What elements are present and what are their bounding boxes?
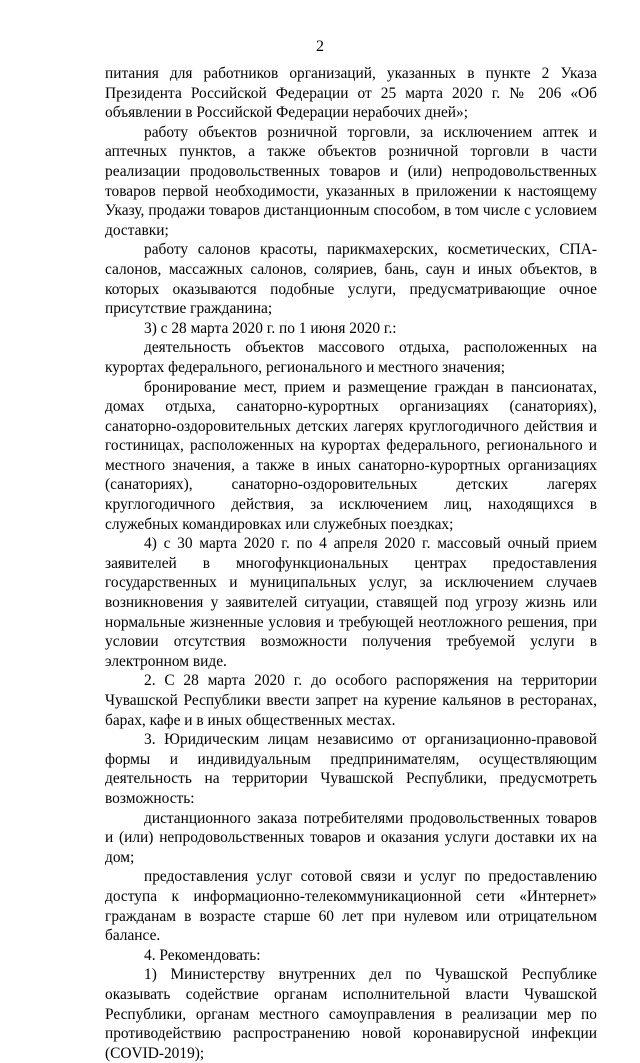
paragraph-mass-recreation: деятельность объектов массового отдыха, расположенных на курортах федерального, регионального и местного значения; (105, 339, 597, 376)
paragraph-remote-orders: дистанционного заказа потребителями продовольственных товаров и (или) непродовольственных товаров и оказания услуги доставки их на дом; (105, 809, 597, 866)
paragraph-continuation: питания для работников организаций, указанных в пункте 2 Указа Президента Российской Федерации от 25 марта 2020 г. № 206 «Об объявлении в Российской Федерации нерабочих дней»; (105, 65, 597, 122)
paragraph-point-2: 2. С 28 марта 2020 г. до особого распоряжения на территории Чувашской Республики ввести запрет на курение кальянов в ресторанах, барах, кафе и в иных общественных местах. (105, 672, 597, 729)
paragraph-ministry: 1) Министерству внутренних дел по Чувашской Республике оказывать содействие органам исполнительной власти Чувашской Республики, органам местного самоуправления в реализации мер по противодействию распространению новой коронавирусной инфекции (COVID-2019); (105, 966, 597, 1062)
paragraph-point-3: 3. Юридическим лицам независимо от организационно-правовой формы и индивидуальным предпринимателям, осуществляющим деятельность на территории Чувашской Республики, предусмотреть возможность: (105, 731, 597, 807)
paragraph-mobile-services: предоставления услуг сотовой связи и услуг по предоставлению доступа к информационно-телекоммуникационной сети «Интернет» гражданам в возрасте старше 60 лет при нулевом или отрицательном балансе. (105, 868, 597, 945)
paragraph-beauty-salons: работу салонов красоты, парикмахерских, косметических, СПА-салонов, массажных салонов, соляриев, бань, саун и иных объектов, в которых оказываются подобные услуги, предусматривающие очное присутствие гражданина; (105, 241, 597, 318)
page-number: 2 (316, 38, 324, 55)
paragraph-item-4: 4) с 30 марта 2020 г. по 4 апреля 2020 г. массовый очный прием заявителей в многофункциональных центрах предоставления государственных и муниципальных услуг, за исключением случаев возникновения у заявителей ситуации, ставящей под угрозу жизнь или нормальные жизненные условия и требующей неотложного решения, при условии отсутствия возможности получения требуемой услуги в электронном виде. (105, 535, 597, 670)
paragraph-item-3: 3) с 28 марта 2020 г. по 1 июня 2020 г.: (144, 319, 397, 337)
paragraph-booking: бронирование мест, прием и размещение граждан в пансионатах, домах отдыха, санаторно-курортных организациях (санаториях), санаторно-оздоровительных детских лагерях круглогодичного действия и гостиницах, расположенных на курортах федерального, регионального и местного значения, а также в иных санаторно-курортных организациях (санаториях), санаторно-оздоровительных детских лагерях круглогодичного действия, за исключением лиц, находящихся в служебных командировках или служебных поездках; (105, 378, 597, 533)
paragraph-retail-trade: работу объектов розничной торговли, за исключением аптек и аптечных пунктов, а также объектов розничной торговли в части реализации продовольственных товаров и (или) непродовольственных товаров первой необходимости, указанных в приложении к настоящему Указу, продажи товаров дистанционным способом, в том числе с условием доставки; (105, 123, 597, 239)
document-body (105, 64, 597, 1063)
paragraph-point-4: 4. Рекомендовать: (144, 946, 261, 964)
